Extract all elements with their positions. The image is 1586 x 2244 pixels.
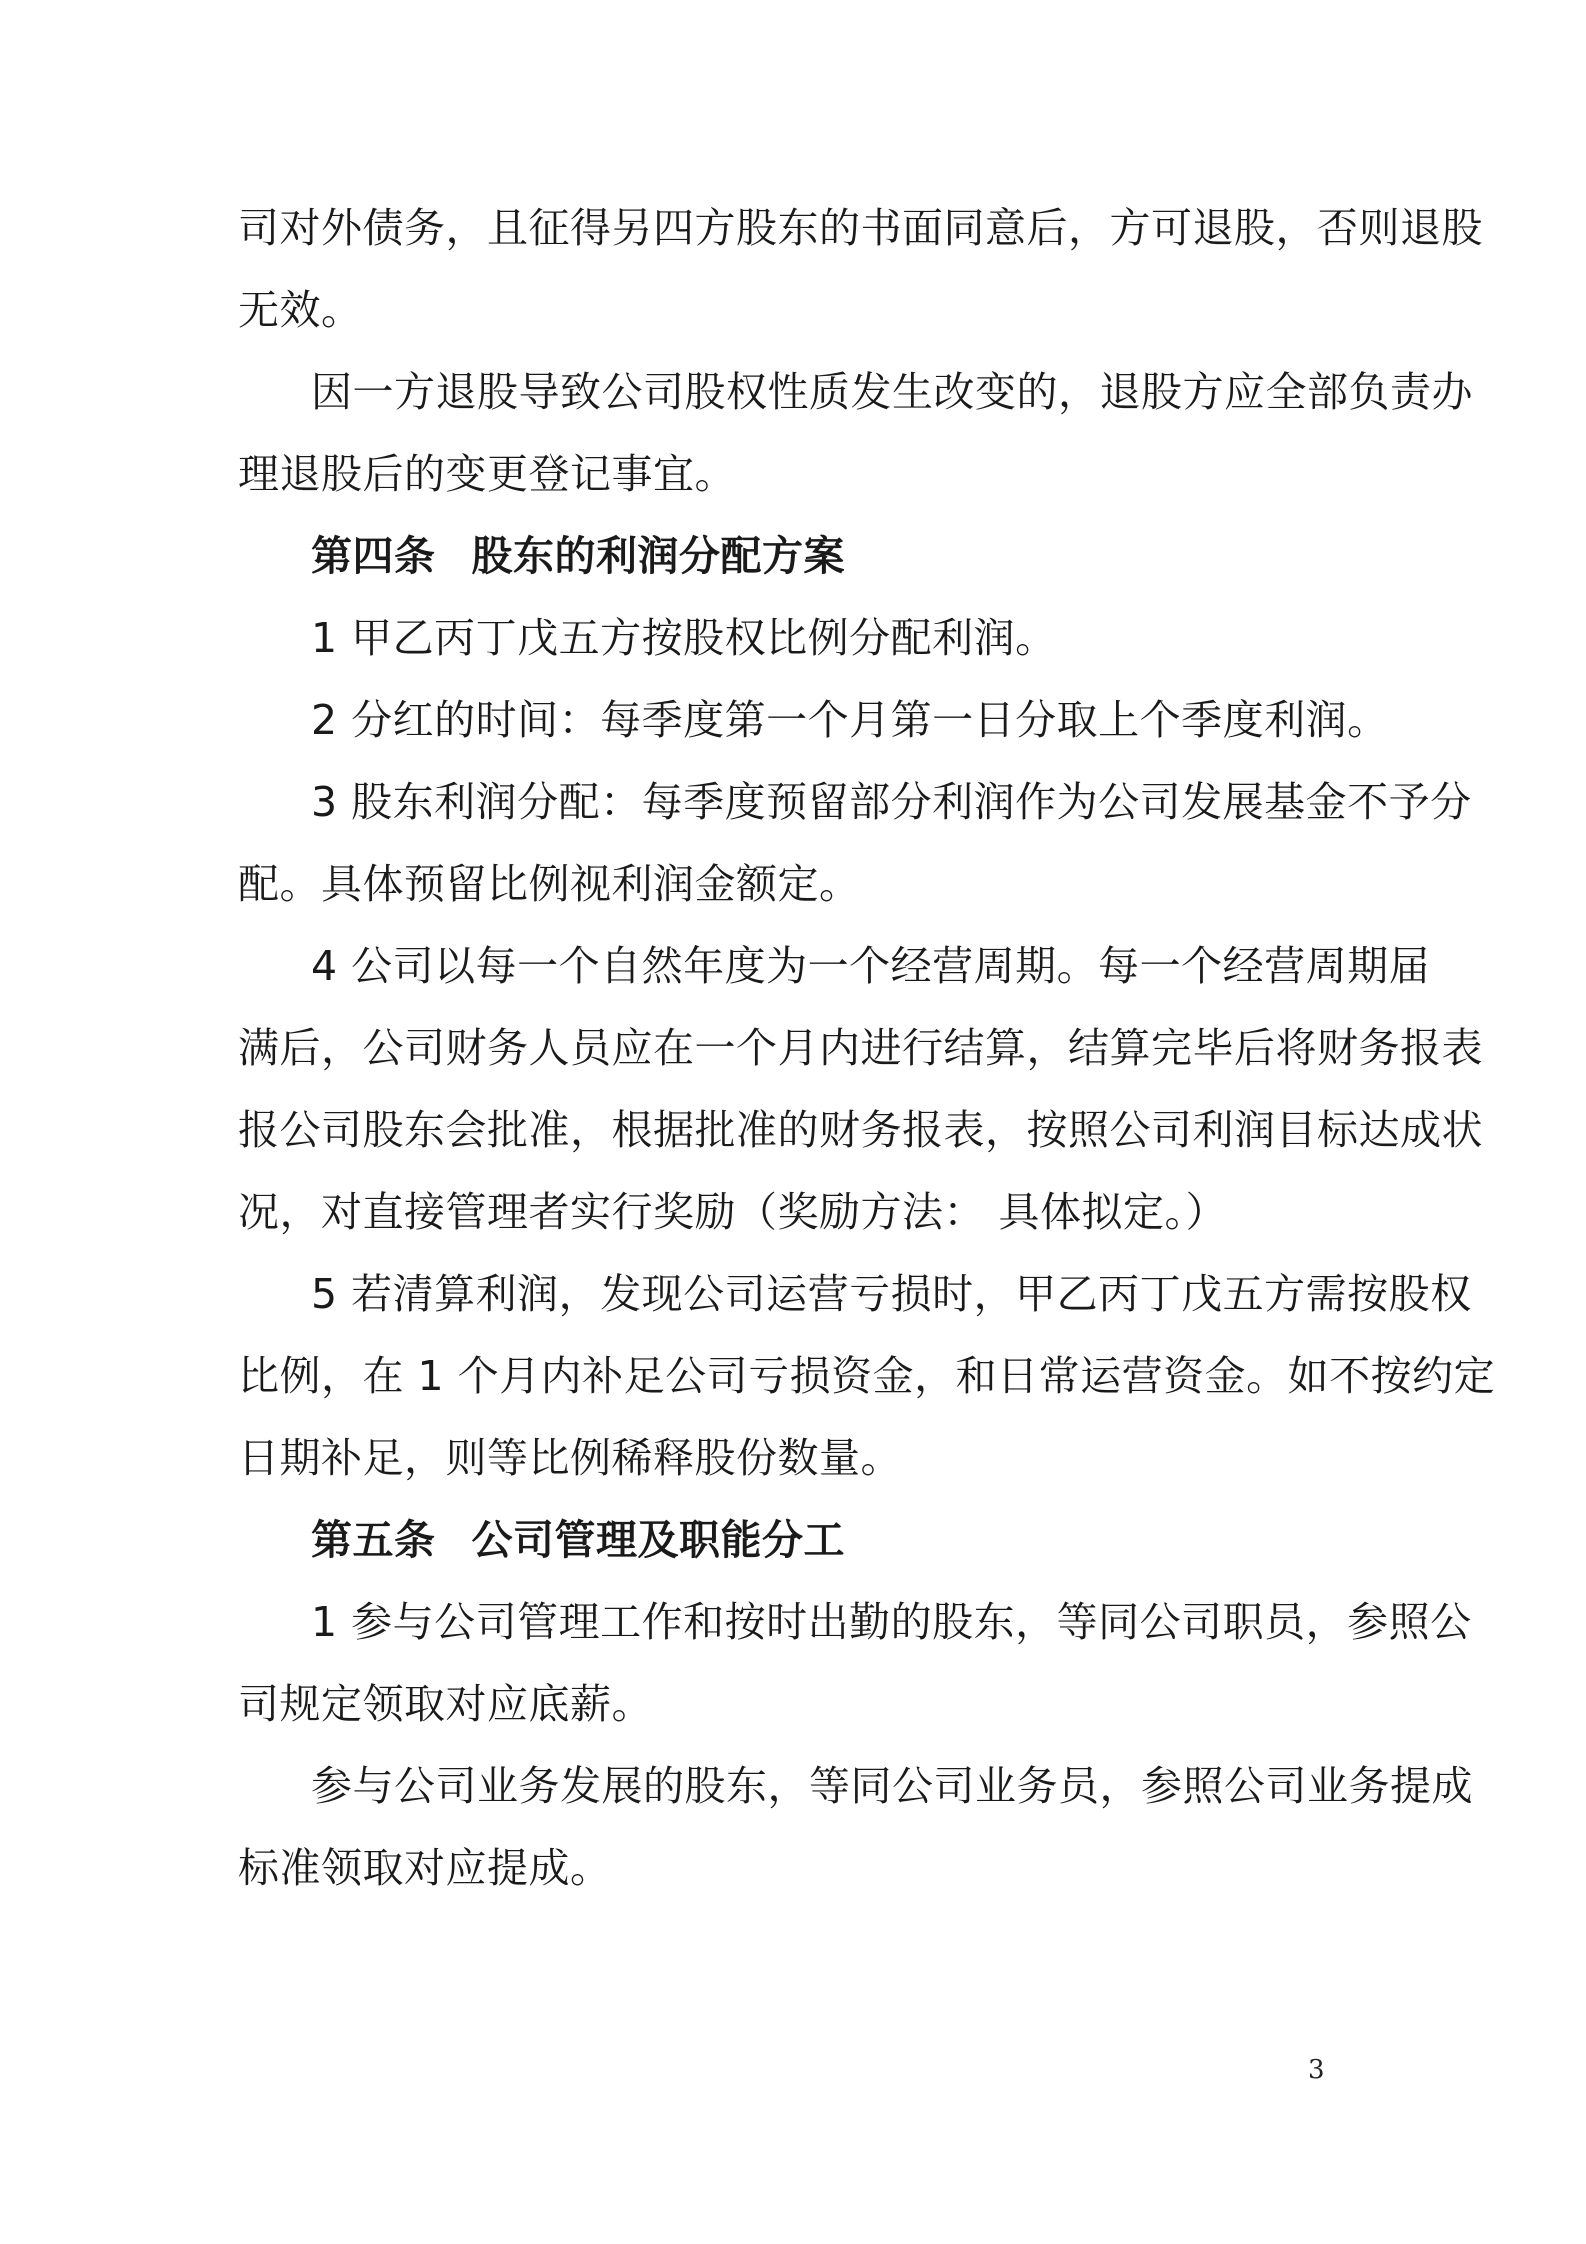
article-5-title: 公司管理及职能分工 [471, 1516, 845, 1564]
paragraph-line: 2 分红的时间：每季度第一个月第一日分取上个季度利润。 [311, 696, 1389, 744]
paragraph-line: 报公司股东会批准，根据批准的财务报表，按照公司利润目标达成状 [238, 1106, 1483, 1154]
paragraph-line: 无效。 [238, 286, 363, 334]
paragraph-line: 况，对直接管理者实行奖励（奖励方法： 具体拟定。） [238, 1188, 1228, 1236]
paragraph-line: 理退股后的变更登记事宜。 [238, 450, 736, 498]
paragraph-line: 4 公司以每一个自然年度为一个经营周期。每一个经营周期届 [311, 942, 1431, 990]
paragraph-line: 3 股东利润分配：每季度预留部分利润作为公司发展基金不予分 [311, 778, 1472, 826]
article-4-number: 第四条 [311, 532, 436, 580]
page-number: 3 [1308, 2055, 1325, 2085]
paragraph-line: 比例，在 1 个月内补足公司亏损资金，和日常运营资金。如不按约定 [238, 1352, 1496, 1400]
article-4-heading [311, 526, 845, 586]
paragraph-line: 司对外债务，且征得另四方股东的书面同意后，方可退股，否则退股 [238, 204, 1483, 252]
paragraph-line: 1 甲乙丙丁戊五方按股权比例分配利润。 [311, 614, 1057, 662]
paragraph-line: 满后，公司财务人员应在一个月内进行结算，结算完毕后将财务报表 [238, 1024, 1483, 1072]
article-4-title: 股东的利润分配方案 [471, 532, 845, 580]
article-5-heading [311, 1510, 845, 1570]
paragraph-line: 1 参与公司管理工作和按时出勤的股东，等同公司职员，参照公 [311, 1598, 1472, 1646]
paragraph-line: 标准领取对应提成。 [238, 1844, 612, 1892]
paragraph-line: 5 若清算利润，发现公司运营亏损时，甲乙丙丁戊五方需按股权 [311, 1270, 1472, 1318]
article-5-number: 第五条 [311, 1516, 436, 1564]
paragraph-line: 司规定领取对应底薪。 [238, 1680, 653, 1728]
paragraph-line: 因一方退股导致公司股权性质发生改变的，退股方应全部负责办 [311, 368, 1473, 416]
paragraph-line: 日期补足，则等比例稀释股份数量。 [238, 1434, 902, 1482]
paragraph-line: 参与公司业务发展的股东，等同公司业务员，参照公司业务提成 [311, 1762, 1473, 1810]
paragraph-line: 配。具体预留比例视利润金额定。 [238, 860, 861, 908]
